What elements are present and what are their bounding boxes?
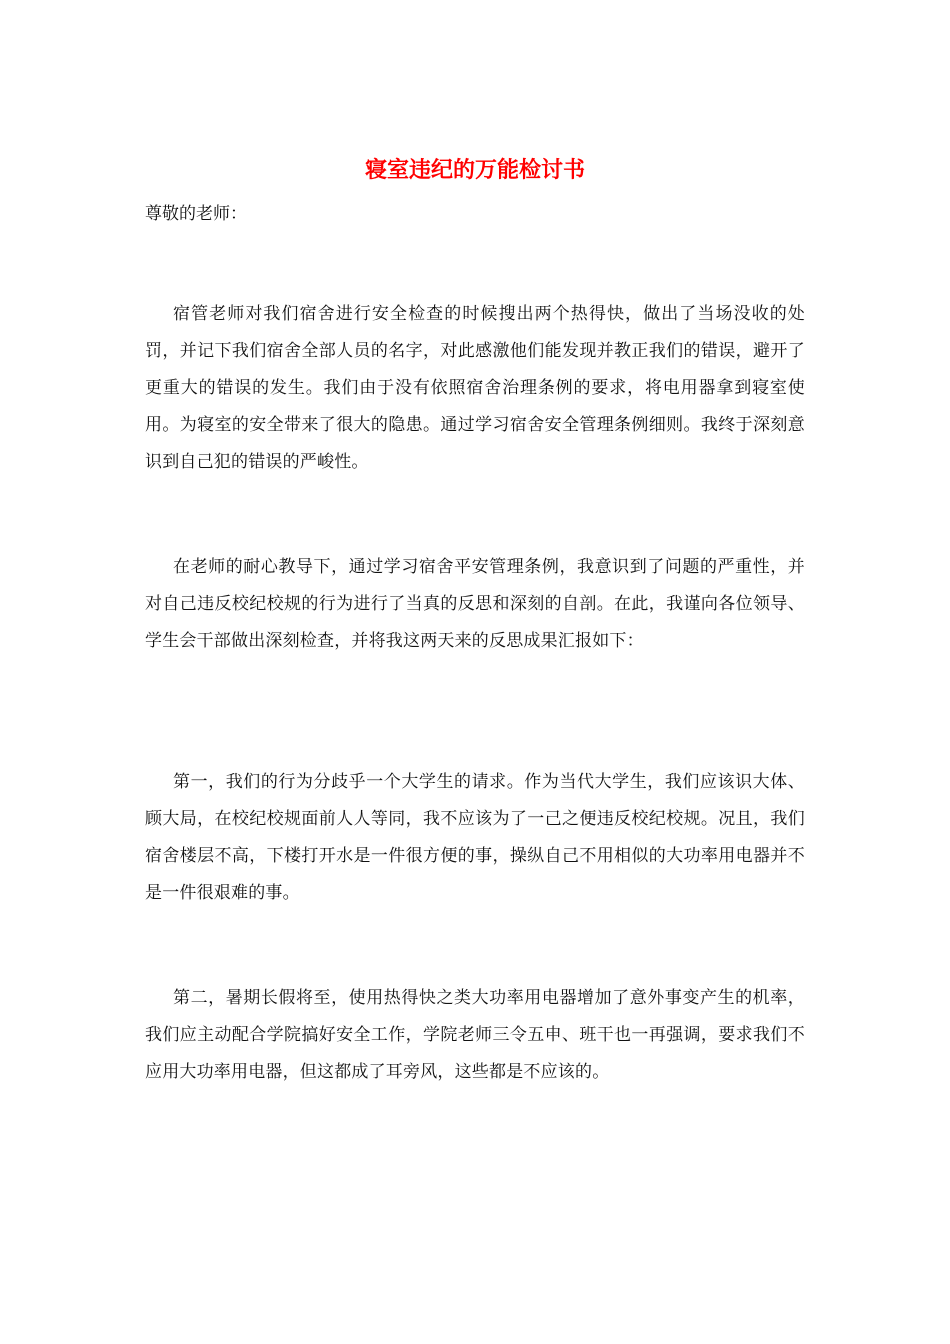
paragraph-4: 第二，暑期长假将至，使用热得快之类大功率用电器增加了意外事变产生的机率，我们应主动配合学院搞好安全工作，学院老师三令五申、班干也一再强调，要求我们不应用大功率用电器，但这都成了耳旁风，这些都是不应该的。 [145,988,805,1082]
paragraph-2: 在老师的耐心教导下，通过学习宿舍平安管理条例，我意识到了问题的严重性，并对自己违反校纪校规的行为进行了当真的反思和深刻的自剖。在此，我谨向各位领导、学生会干部做出深刻检查，并将我这两天来的反思成果汇报如下： [145,557,805,651]
paragraph-3: 第一，我们的行为分歧乎一个大学生的请求。作为当代大学生，我们应该识大体、顾大局，在校纪校规面前人人等同，我不应该为了一己之便违反校纪校规。况且，我们宿舍楼层不高，下楼打开水是一件很方便的事，操纵自己不用相似的大功率用电器并不是一件很艰难的事。 [145,772,805,903]
document-title: 寝室违纪的万能检讨书 [364,157,585,183]
salutation: 尊敬的老师： [145,204,247,224]
paragraph-1: 宿管老师对我们宿舍进行安全检查的时候搜出两个热得快，做出了当场没收的处罚，并记下我们宿舍全部人员的名字，对此感激他们能发现并教正我们的错误，避开了更重大的错误的发生。我们由于没有依照宿舍治理条例的要求，将电用器拿到寝室使用。为寝室的安全带来了很大的隐患。通过学习宿舍安全管理条例细则。我终于深刻意识到自己犯的错误的严峻性。 [145,304,805,472]
